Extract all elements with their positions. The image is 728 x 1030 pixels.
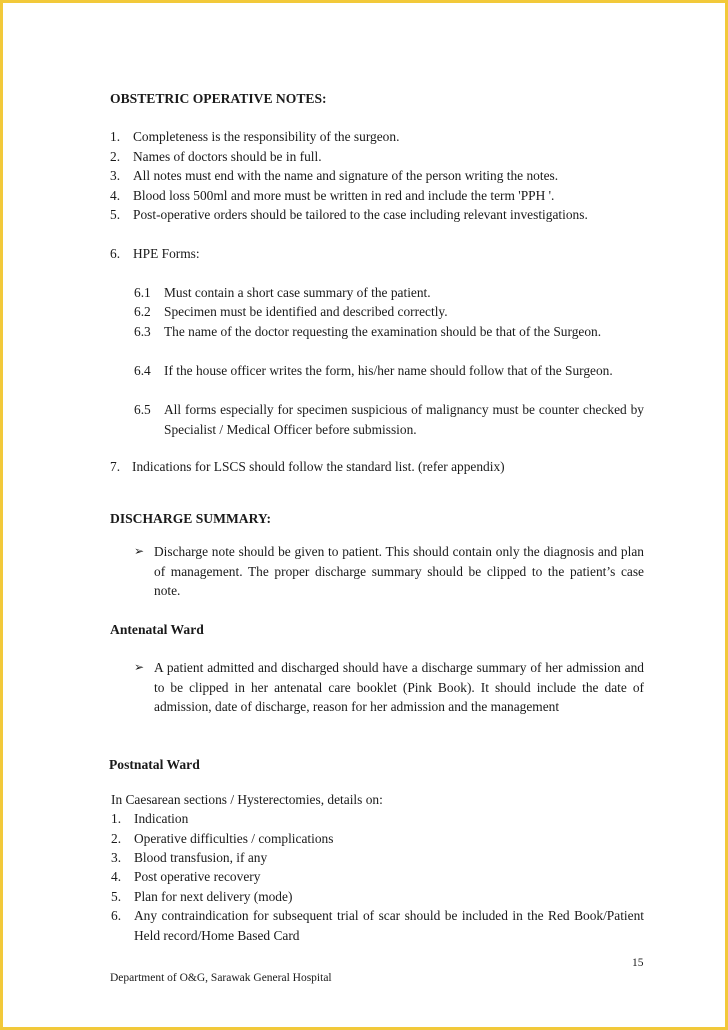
footer-department: Department of O&G, Sarawak General Hospital	[110, 972, 332, 984]
list-item-text: Indication	[134, 811, 189, 826]
list-item-text: Post operative recovery	[134, 869, 261, 884]
list-item-text: Completeness is the responsibility of the surgeon.	[133, 129, 400, 144]
list-item-text: Blood transfusion, if any	[134, 850, 268, 865]
discharge-heading: DISCHARGE SUMMARY:	[110, 511, 272, 526]
antenatal-heading: Antenatal Ward	[110, 622, 204, 637]
list-item-number: 7.	[110, 459, 121, 474]
postnatal-intro: In Caesarean sections / Hysterectomies, details on:	[111, 792, 383, 807]
list-item-number: 1.	[111, 811, 122, 826]
bullet-arrow-icon: ➢	[134, 544, 145, 558]
list-item-number: 6.	[110, 246, 121, 261]
sub-item-number: 6.2	[134, 304, 151, 319]
list-item-number: 4.	[111, 869, 122, 884]
antenatal-note: A patient admitted and discharged should have a discharge summary of her admission and to be clipped in her antenatal care booklet (Pink Book). It should include the date of admission, date of discharge, reason for her admission and the management	[154, 660, 644, 714]
sub-item-number: 6.5	[134, 402, 151, 417]
obstetric-heading: OBSTETRIC OPERATIVE NOTES:	[110, 91, 327, 106]
list-item-text: Operative difficulties / complications	[134, 831, 334, 846]
sub-item-number: 6.3	[134, 324, 151, 339]
list-item-number: 3.	[111, 850, 122, 865]
list-item-number: 5.	[110, 207, 121, 222]
page-number: 15	[632, 957, 644, 969]
list-item-number: 4.	[110, 188, 121, 203]
list-item-text: Names of doctors should be in full.	[133, 149, 322, 164]
sub-item-text: Must contain a short case summary of the patient.	[164, 285, 431, 300]
list-item-number: 1.	[110, 129, 121, 144]
sub-item-text: All forms especially for specimen suspicious of malignancy must be counter checked by Specialist / Medical Officer before submission.	[164, 402, 644, 437]
document-page	[3, 3, 725, 1027]
list-item-number: 6.	[111, 908, 122, 923]
list-item-text: Any contraindication for subsequent trial of scar should be included in the Red Book/Patient Held record/Home Based Card	[134, 908, 644, 943]
list-item-text: All notes must end with the name and signature of the person writing the notes.	[133, 168, 559, 183]
list-item-number: 5.	[111, 889, 122, 904]
list-item-text: Plan for next delivery (mode)	[134, 889, 293, 904]
bullet-arrow-icon: ➢	[134, 660, 145, 674]
sub-item-number: 6.1	[134, 285, 151, 300]
sub-item-text: The name of the doctor requesting the examination should be that of the Surgeon.	[164, 324, 602, 339]
sub-item-number: 6.4	[134, 363, 151, 378]
postnatal-heading: Postnatal Ward	[109, 757, 200, 772]
list-item-number: 3.	[110, 168, 121, 183]
discharge-note: Discharge note should be given to patient. This should contain only the diagnosis and plan of management. The proper discharge summary should be clipped to the patient’s case note.	[154, 544, 644, 598]
list-item-number: 2.	[111, 831, 122, 846]
list-item-number: 2.	[110, 149, 121, 164]
list-item-text: Blood loss 500ml and more must be written in red and include the term 'PPH '.	[133, 188, 555, 203]
hpe-forms-label: HPE Forms:	[133, 246, 200, 261]
sub-item-text: Specimen must be identified and described correctly.	[164, 304, 448, 319]
sub-item-text: If the house officer writes the form, his/her name should follow that of the Surgeon.	[164, 363, 613, 378]
list-item-text: Indications for LSCS should follow the standard list. (refer appendix)	[132, 459, 505, 474]
list-item-text: Post-operative orders should be tailored to the case including relevant investigations.	[133, 207, 588, 222]
